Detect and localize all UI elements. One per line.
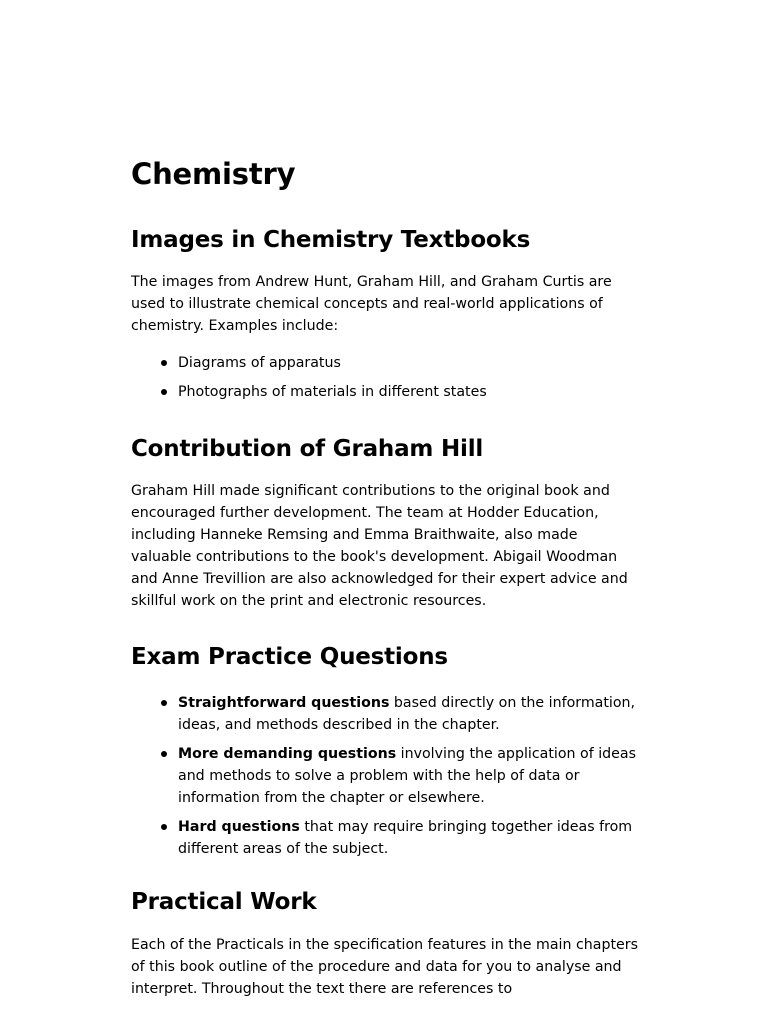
list-item-lead: More demanding questions	[178, 746, 397, 762]
section-paragraph-graham-hill: Graham Hill made significant contributions to the original book and encouraged further development. The team at Hodder Education, including Hanneke Remsing and Emma Braithwaite, also made valuable contributions to the book's development. Abigail Woodman and Anne Trevillion are also acknowledged for their expert advice and skillful work on the print and electronic resources.	[131, 483, 628, 609]
section-heading-images: Images in Chemistry Textbooks	[131, 227, 531, 253]
list-item	[131, 743, 641, 809]
list-item: Diagrams of apparatus	[131, 352, 641, 374]
section-paragraph-practical-work: Each of the Practicals in the specification features in the main chapters of this book outline of the procedure and data for you to analyse and interpret. Throughout the text there are references to	[131, 937, 638, 997]
bullet-list-images	[131, 352, 641, 403]
section-heading-graham-hill: Contribution of Graham Hill	[131, 436, 484, 462]
list-item	[131, 816, 641, 860]
section-paragraph-images: The images from Andrew Hunt, Graham Hill, and Graham Curtis are used to illustrate chemical concepts and real-world applications of chemistry. Examples include:	[131, 274, 612, 334]
section-heading-practical-work: Practical Work	[131, 889, 317, 915]
list-item-lead: Straightforward questions	[178, 695, 390, 711]
list-item-text: that may require bringing together ideas from different areas of the subject.	[178, 819, 633, 857]
list-item-text: involving the application of ideas and methods to solve a problem with the help of data or information from the chapter or elsewhere.	[178, 746, 636, 806]
bullet-list-exam-practice	[131, 692, 641, 860]
section-heading-exam-practice: Exam Practice Questions	[131, 644, 448, 670]
document-content	[131, 152, 641, 1000]
list-item-text: based directly on the information, ideas, and methods described in the chapter.	[178, 695, 636, 733]
list-item-lead: Hard questions	[178, 819, 300, 835]
list-item: Photographs of materials in different states	[131, 381, 641, 403]
list-item	[131, 692, 641, 736]
page-title: Chemistry	[131, 157, 296, 191]
